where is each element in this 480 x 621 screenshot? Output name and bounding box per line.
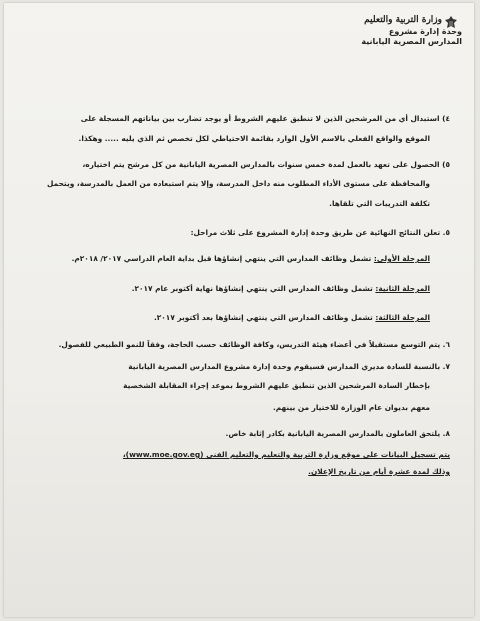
registration-line-1: يتم تسجيل البيانات على موقع وزارة التربية والتعليم والتعليم الفنى (www.moe.gov.eg)، xyxy=(122,450,450,459)
item-5-line-2: والمحافظة على مستوى الأداء المطلوب منه داخل المدرسة، وإلا يتم استبعاده من العمل بالمدرسة، ويتحمل xyxy=(47,179,430,188)
phase-2 xyxy=(30,284,430,293)
item-7-line-3: معهم بديوان عام الوزارة للاختيار من بينهم. xyxy=(272,403,430,412)
item-5-line-3: تكلفة التدريبات التي تلقاها. xyxy=(329,199,430,208)
phase-3-label: المرحلة الثالثة: xyxy=(375,313,430,322)
item-4-line-2: الموقع والواقع الفعلي بالاسم الأول الوارد بقائمة الاحتياطي لكل تخصص ثم الذي يليه ..... وهكذا. xyxy=(78,134,430,143)
phase-2-text: تشمل وظائف المدارس التي ينتهي إنشاؤها نهاية أكتوبر عام ٢٠١٧. xyxy=(131,284,373,293)
eagle-emblem-icon xyxy=(444,15,458,31)
phase-3-text: تشمل وظائف المدارس التي ينتهي إنشاؤها بعد أكتوبر ٢٠١٧. xyxy=(153,313,373,322)
item-8: ٨. يلتحق العاملون بالمدارس المصرية اليابانية بكادر إثابة خاص. xyxy=(225,429,450,438)
phase-3 xyxy=(30,313,430,322)
document-page xyxy=(4,3,474,617)
item-5-line-1: ٥) الحصول على تعهد بالعمل لمدة خمس سنوات بالمدارس المصرية اليابانية من كل مرشح يتم اختياره، xyxy=(82,160,450,169)
item-4-line-1: ٤) استبدال أي من المرشحين الذين لا تنطبق عليهم الشروط أو يوجد تضارب بين بياناتهم المسجلة على xyxy=(80,114,450,123)
letterhead xyxy=(361,15,462,47)
item-6: ٦. يتم التوسع مستقبلاً في أعضاء هيئة التدريس، وكافة الوظائف حسب الحاجة، وفقاً للنمو الطبيعي للفصول. xyxy=(58,340,450,349)
phase-1-text: تشمل وظائف المدارس التي ينتهي إنشاؤها قبل بداية العام الدراسي ٢٠١٧/ ٢٠١٨م. xyxy=(71,254,372,263)
ministry-name: وزارة التربية والتعليم xyxy=(364,15,442,25)
unit-name: وحدة إدارة مشروع xyxy=(388,27,462,36)
item-7-line-2: بإخطار السادة المرشحين الذين تنطبق عليهم الشروط بموعد إجراء المقابلة الشخصية xyxy=(123,381,430,390)
results-heading: ٥. تعلن النتائج النهائية عن طريق وحدة إدارة المشروع على ثلاث مراحل: xyxy=(190,228,450,237)
item-7-line-1: ٧. بالنسبة للسادة مديري المدارس فسيقوم وحدة إدارة مشروع المدارس المصرية اليابانية xyxy=(128,362,450,371)
schools-name: المدارس المصرية اليابانية xyxy=(361,37,462,46)
registration-line-2: وذلك لمدة عشرة أيام من تاريخ الإعلان. xyxy=(308,467,450,476)
phase-2-label: المرحلة الثانية: xyxy=(375,284,430,293)
phase-1 xyxy=(30,254,430,263)
phase-1-label: المرحلة الأولى: xyxy=(373,254,430,263)
